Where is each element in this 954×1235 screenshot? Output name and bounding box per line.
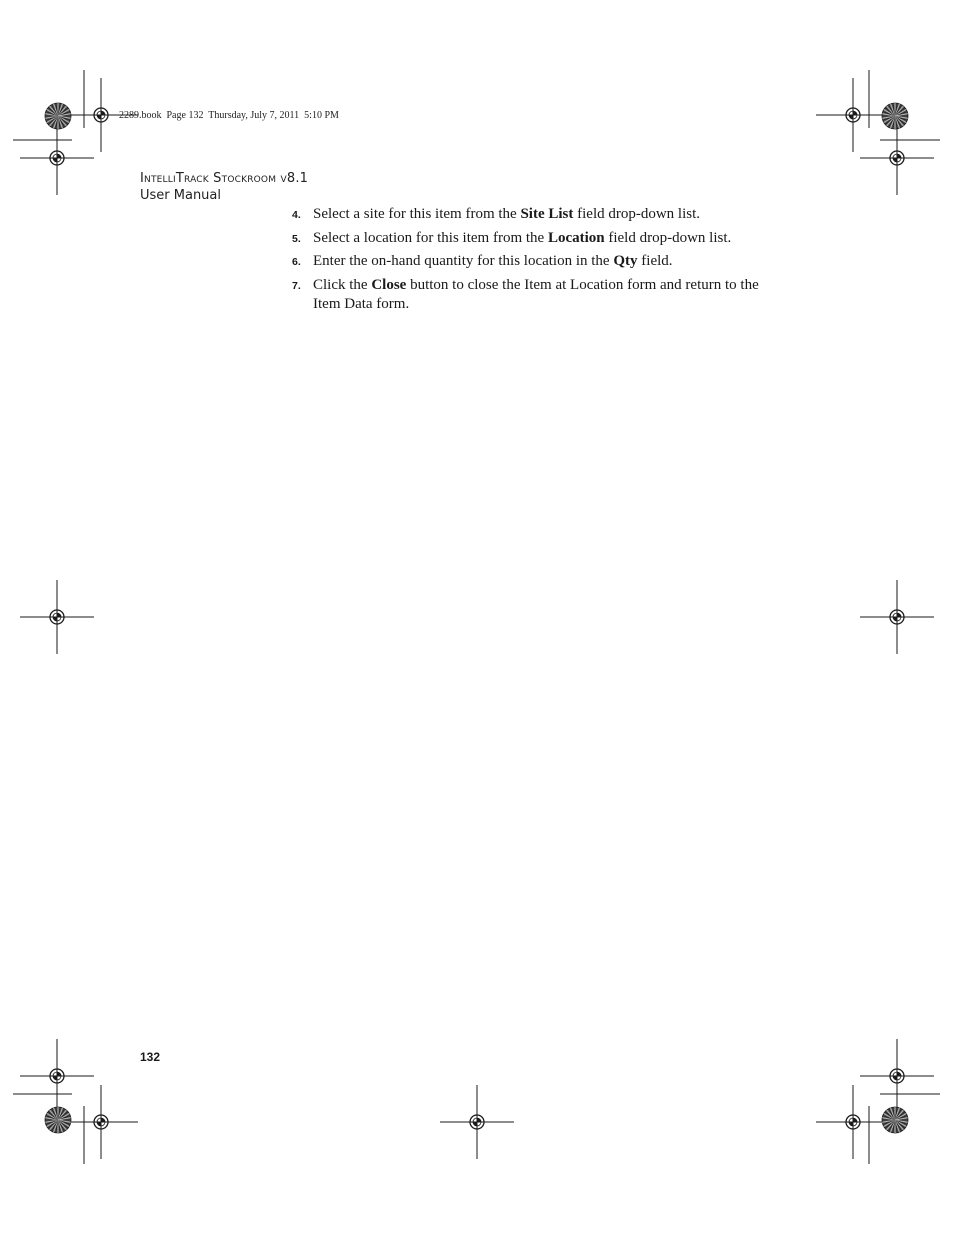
button-name: Close bbox=[371, 276, 407, 293]
step-text: Click the bbox=[313, 276, 372, 293]
step-text: Select a location for this item from the bbox=[313, 229, 548, 246]
page-number: 132 bbox=[140, 1050, 161, 1064]
starburst-top-left bbox=[45, 103, 71, 129]
step-item bbox=[290, 252, 770, 272]
step-text: button to close the Item at Location form and return to the Item Data form. bbox=[313, 276, 759, 312]
step-number: 7. bbox=[292, 279, 301, 292]
field-name: Qty bbox=[613, 253, 638, 269]
step-item bbox=[290, 276, 770, 315]
print-slug: 2289.book Page 132 Thursday, July 7, 2011 5:10 PM bbox=[119, 110, 339, 121]
registration-mark-right-lower bbox=[860, 1039, 934, 1113]
procedure-steps bbox=[290, 205, 770, 319]
manual-subtitle: User Manual bbox=[140, 188, 222, 203]
step-item bbox=[290, 205, 770, 225]
registration-mark-bottom-center bbox=[440, 1085, 514, 1159]
running-head bbox=[140, 170, 308, 204]
product-title: IntelliTrack Stockroom v8.1 bbox=[140, 171, 309, 186]
registration-mark-left-middle bbox=[20, 580, 94, 654]
step-number: 5. bbox=[292, 232, 301, 245]
step-number: 6. bbox=[292, 256, 301, 268]
registration-mark-right-middle bbox=[860, 580, 934, 654]
registration-mark-bottom-right bbox=[816, 1085, 890, 1159]
step-text: field drop-down list. bbox=[604, 229, 732, 246]
step-text: Select a site for this item from the bbox=[313, 206, 521, 222]
registration-mark-left-lower bbox=[20, 1039, 94, 1113]
step-text: Enter the on-hand quantity for this location in the bbox=[313, 253, 614, 269]
field-name: Location bbox=[547, 229, 605, 246]
step-text: field. bbox=[637, 253, 673, 269]
registration-mark-top-right bbox=[816, 78, 890, 152]
field-name: Site List bbox=[520, 206, 574, 222]
registration-mark-left-upper bbox=[20, 121, 94, 195]
step-text: field drop-down list. bbox=[573, 206, 701, 222]
step-number: 4. bbox=[292, 209, 301, 221]
starburst-bottom-right bbox=[882, 1107, 908, 1133]
starburst-top-right bbox=[882, 103, 908, 129]
step-item bbox=[290, 229, 770, 249]
registration-mark-bottom-left bbox=[64, 1085, 138, 1159]
starburst-bottom-left bbox=[45, 1107, 71, 1133]
registration-mark-right-upper bbox=[860, 121, 934, 195]
